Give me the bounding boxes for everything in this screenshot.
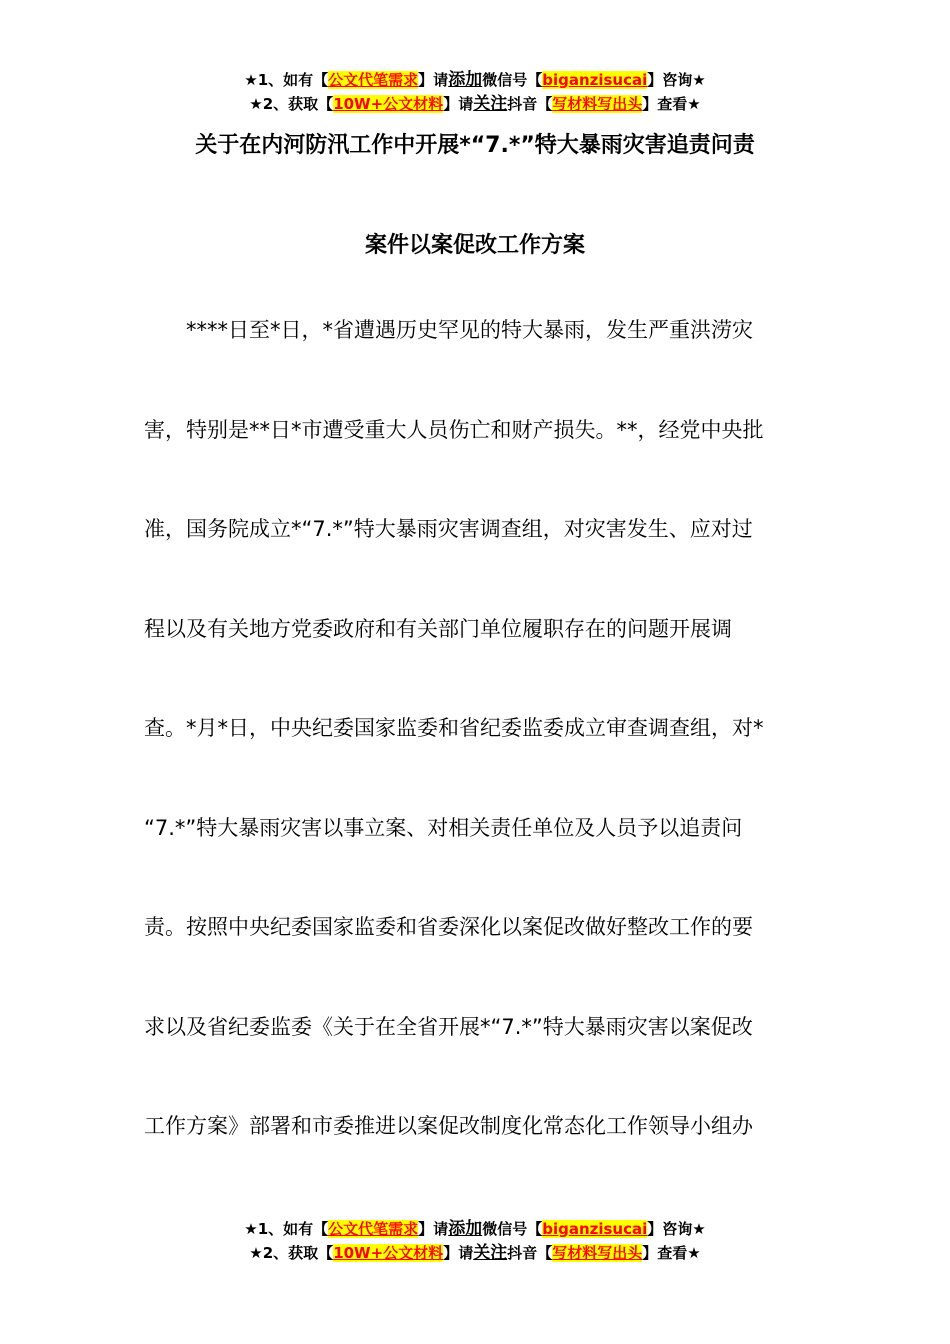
highlight-materials: 10W+公文材料 — [333, 1244, 444, 1262]
bottom-banner — [0, 1217, 950, 1265]
underlined-follow: 关注 — [473, 1243, 508, 1263]
banner-text: 微信号【 — [482, 1220, 543, 1238]
banner-text: ★1、如有【 — [244, 1220, 329, 1238]
document-title-line-1: 关于在内河防汛工作中开展*“7.*”特大暴雨灾害追责问责 — [195, 133, 755, 158]
banner-line-2 — [0, 92, 950, 116]
body-line: 准，国务院成立*“7.*”特大暴雨灾害调查组，对灾害发生、应对过 — [144, 517, 753, 541]
banner-text: ★2、获取【 — [249, 1244, 334, 1262]
underlined-add: 添加 — [448, 1219, 483, 1239]
banner-text: ★1、如有【 — [244, 71, 329, 89]
highlight-service: 公文代笔需求 — [328, 71, 419, 89]
body-line: 害，特别是**日*市遭受重大人员伤亡和财产损失。**，经党中央批 — [144, 418, 764, 442]
banner-text: 】查看★ — [642, 95, 701, 113]
body-line: 责。按照中央纪委国家监委和省委深化以案促改做好整改工作的要 — [144, 915, 753, 939]
highlight-wechat-id: biganzisucai — [542, 1220, 648, 1238]
banner-text: 】请 — [443, 95, 474, 113]
banner-text: ★2、获取【 — [249, 95, 334, 113]
banner-text: 】请 — [443, 1244, 474, 1262]
banner-text: 微信号【 — [482, 71, 543, 89]
banner-text: 】请 — [418, 71, 449, 89]
underlined-follow: 关注 — [473, 94, 508, 114]
highlight-douyin-account: 写材料写出头 — [552, 95, 643, 113]
highlight-douyin-account: 写材料写出头 — [552, 1244, 643, 1262]
banner-text: 抖音【 — [507, 1244, 553, 1262]
highlight-wechat-id: biganzisucai — [542, 71, 648, 89]
banner-line-1 — [0, 68, 950, 92]
body-line: ****日至*日，*省遭遇历史罕见的特大暴雨，发生严重洪涝灾 — [186, 318, 753, 342]
highlight-service: 公文代笔需求 — [328, 1220, 419, 1238]
underlined-add: 添加 — [448, 70, 483, 90]
banner-text: 】咨询★ — [647, 1220, 706, 1238]
document-title-line-2: 案件以案促改工作方案 — [364, 233, 585, 258]
highlight-materials: 10W+公文材料 — [333, 95, 444, 113]
body-line: 求以及省纪委监委《关于在全省开展*“7.*”特大暴雨灾害以案促改 — [144, 1015, 753, 1039]
top-banner — [0, 68, 950, 116]
banner-text: 】请 — [418, 1220, 449, 1238]
banner-line-2 — [0, 1241, 950, 1265]
banner-text: 抖音【 — [507, 95, 553, 113]
body-line: 程以及有关地方党委政府和有关部门单位履职存在的问题开展调 — [144, 617, 732, 641]
body-line: “7.*”特大暴雨灾害以事立案、对相关责任单位及人员予以追责问 — [144, 816, 743, 840]
body-line: 查。*月*日，中央纪委国家监委和省纪委监委成立审查调查组，对* — [144, 716, 764, 740]
body-line: 工作方案》部署和市委推进以案促改制度化常态化工作领导小组办 — [144, 1114, 753, 1138]
banner-text: 】查看★ — [642, 1244, 701, 1262]
banner-line-1 — [0, 1217, 950, 1241]
banner-text: 】咨询★ — [647, 71, 706, 89]
